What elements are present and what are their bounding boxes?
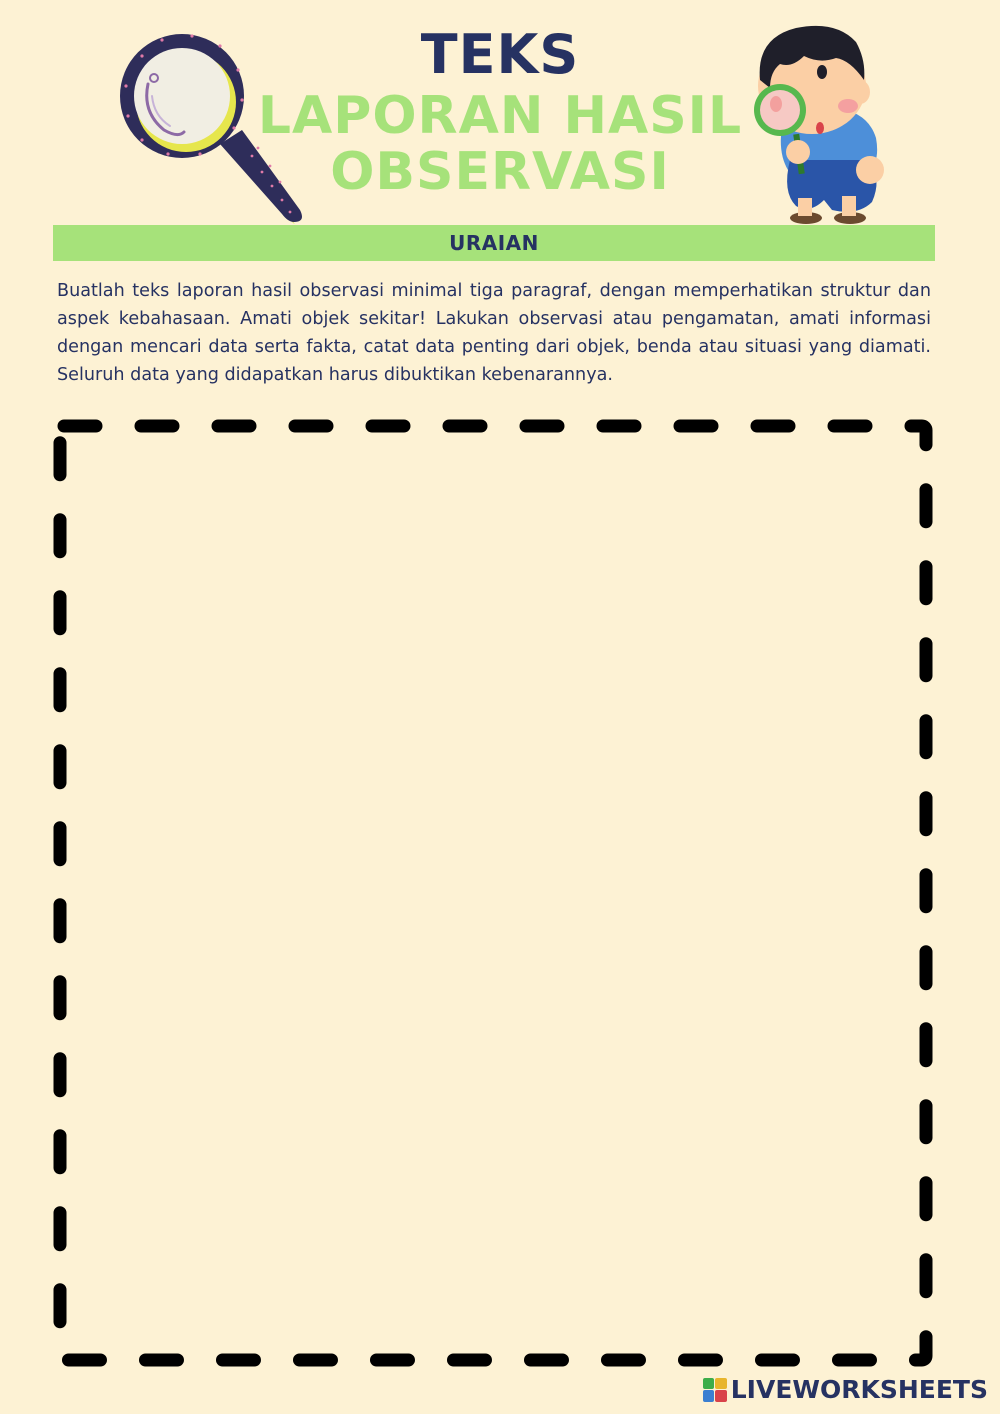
- liveworksheets-logo-icon: [703, 1378, 727, 1402]
- watermark-text: LIVEWORKSHEETS: [730, 1375, 988, 1404]
- subtitle-line-1: LAPORAN HASIL: [257, 86, 743, 146]
- page-title: TEKS: [420, 23, 580, 86]
- section-label: URAIAN: [449, 231, 539, 255]
- liveworksheets-watermark: [703, 1375, 988, 1404]
- subtitle-line-2: OBSERVASI: [330, 142, 670, 202]
- page-subtitle: [230, 88, 770, 200]
- section-header-bar: [53, 225, 935, 261]
- instructions-text: Buatlah teks laporan hasil observasi minimal tiga paragraf, dengan memperhatikan struktur dan aspek kebahasaan. Amati objek sekitar! Lakukan observasi atau pengamatan, amati informasi dengan mencari data serta fakta, catat data penting dari objek, benda atau situasi yang diamati. Seluruh data yang didapatkan harus dibuktikan kebenarannya.: [57, 281, 931, 385]
- answer-area[interactable]: [48, 414, 948, 1372]
